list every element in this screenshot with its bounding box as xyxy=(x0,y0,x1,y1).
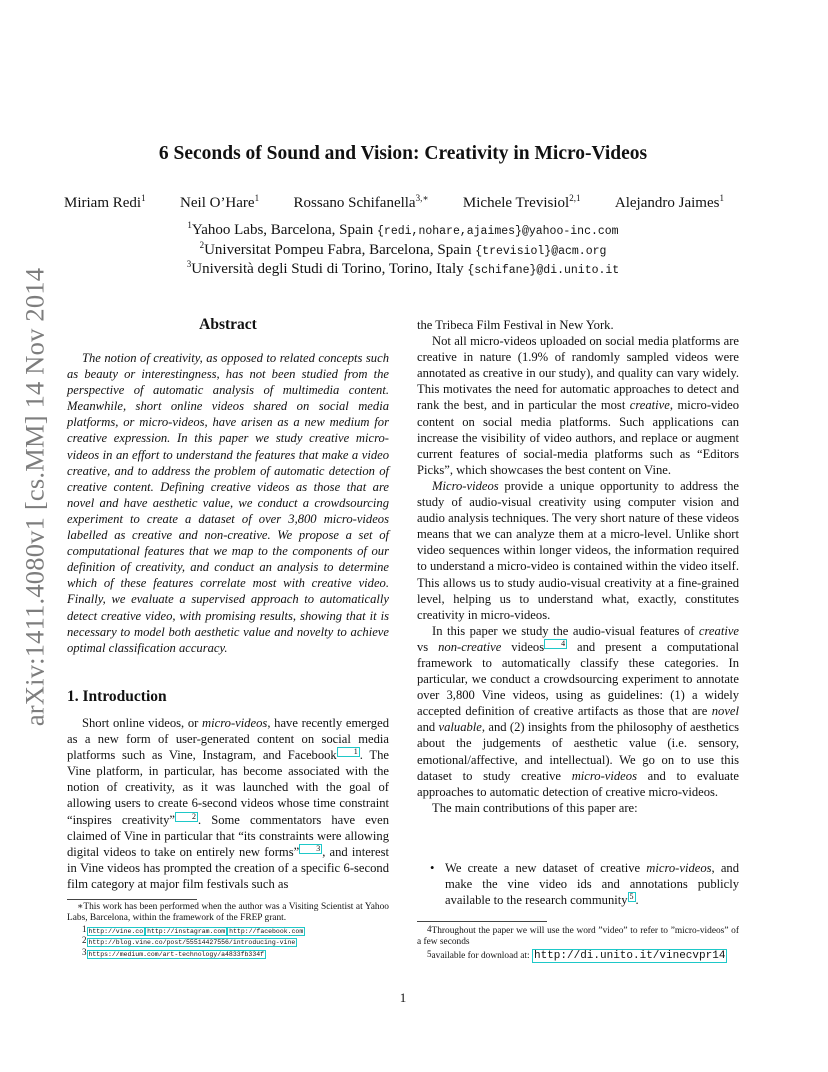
affiliation: $^2$Universitat Pompeu Fabra, Barcelona, Spain {trevisiol}@acm.org xyxy=(199,240,607,258)
footnote-link[interactable]: https://medium.com/art-technology/a4833fb334f xyxy=(88,950,265,958)
affiliation-email: {redi,nohare,ajaimes}@yahoo-inc.com xyxy=(377,225,619,238)
paragraph: The main contributions of this paper are: xyxy=(432,800,638,815)
author: Alejandro Jaimes$^1$ xyxy=(614,193,724,211)
footnote-divider xyxy=(67,899,197,900)
author: Rossano Schifanella$^{3,∗}$ xyxy=(293,193,429,211)
footnote-link[interactable]: http://di.unito.it/vinecvpr14 xyxy=(533,949,726,962)
affiliation-email: {schifane}@di.unito.it xyxy=(467,264,620,277)
footnote-ref[interactable]: 5 xyxy=(629,892,634,902)
abstract-paragraph: The notion of creativity, as opposed to related concepts such as beauty or interestingness, has not been studied from the perspective of automatic analysis of multimedia content. Meanwhile, short online videos shared on social media platforms, or micro-videos, have arisen as a new medium for creative expression. In this paper we study creative micro-videos in an effort to understand the features that make a video creative, and to address the problem of automatic detection of creative content. Defining creative videos as those that are novel and have aesthetic value, we conduct a crowdsourcing experiment to create a dataset of over 3,800 micro-videos labelled as creative and non-creative. We propose a set of computational features that we map to the components of our definition of creativity, and conduct an analysis to determine which of these features correlate most with creative video. Finally, we evaluate a supervised approach to automatically detect creative video, with promising results, showing that it is necessary to model both aesthetic value and novelty to achieve optimal classification accuracy. xyxy=(67,351,389,655)
affiliation: $^1$Yahoo Labs, Barcelona, Spain {redi,nohare,ajaimes}@yahoo-inc.com xyxy=(187,220,619,238)
footnote-ref[interactable]: 1 xyxy=(337,747,360,757)
arxiv-sidebar xyxy=(17,267,53,727)
introduction-body xyxy=(67,715,389,892)
paragraph: Micro-videos provide a unique opportunity to address the study of audio-visual creativity using computer vision and audio analysis techniques. The very short nature of these videos means that we can analyze them at a micro-level. Unlike short video sequences within longer videos, the information required to understand a micro-video is contained within the video itself. This allows us to study audio-visual creativity at a fine-grained level, helping us to understand what, exactly, constitutes creativity in micro-videos. xyxy=(417,478,739,622)
bullet-icon: • xyxy=(430,861,435,875)
intro-paragraph: Short online videos, or micro-videos, have recently emerged as a new form of user-generated content on social media platforms such as Vine, Instagram, and Facebook 1 . The Vine platform, in particular, has become associated with the notion of creativity, as it was launched with the goal of allowing users to create 6-second videos whose time constraint “inspires creativity” 2 . Some commentators have even claimed of Vine in particular that “its constraints were allowing digital videos to take on entirely new forms” 3 , and interest in Vine videos has prompted the creation of a specific 6-second film category at major film festivals such as xyxy=(67,716,389,891)
continued-text: the Tribeca Film Festival in New York. xyxy=(417,318,614,332)
affiliation-email: {trevisiol}@acm.org xyxy=(475,245,607,258)
footnote-ref[interactable]: 2 xyxy=(175,812,198,822)
paper-title: 6 Seconds of Sound and Vision: Creativity in Micro-Videos xyxy=(158,143,648,164)
paragraph: Not all micro-videos uploaded on social media platforms are creative in nature (1.9% of randomly sampled videos were annotated as creative in our study), and quality can vary widely. This motivates the need for automatic approaches to detect and rank the best, and in particular the most creative, micro-video content on social media platforms. Such applications can increase the visibility of video authors, and replace or augment current features of social-media platforms such as “Editors Picks”, which showcases the best content on Vine. xyxy=(417,334,739,477)
footnote-star: ∗This work has been performed when the author was a Visiting Scientist at Yahoo Labs, Barcelona, within the framework of the FREP grant. xyxy=(67,902,389,924)
footnote-divider xyxy=(417,921,547,922)
page-number: 1 xyxy=(399,990,407,1005)
introduction-heading: 1. Introduction xyxy=(67,688,167,705)
footnotes-right xyxy=(417,926,739,962)
footnote-link[interactable]: http://instagram.com xyxy=(147,927,226,935)
footnote-ref[interactable]: 4 xyxy=(544,639,567,649)
contribution-item: We create a new dataset of creative micro-videos, and make the vine video ids and annotations publicly available to the research community 5 . xyxy=(445,861,740,908)
abstract-heading: Abstract xyxy=(199,316,257,333)
footnote-link[interactable]: http://vine.co xyxy=(88,927,144,935)
author: Michele Trevisiol$^{2,1}$ xyxy=(462,193,581,211)
arxiv-identifier: arXiv:1411.4080v1 [cs.MM] 14 Nov 2014 xyxy=(19,267,50,727)
footnote-link[interactable]: http://blog.vine.co/post/55514427556/introducing-vine xyxy=(88,939,296,947)
footnote-link[interactable]: http://facebook.com xyxy=(229,927,304,935)
affiliation: $^3$Università degli Studi di Torino, Torino, Italy {schifane}@di.unito.it xyxy=(186,259,620,277)
author: Miriam Redi$^1$ xyxy=(64,193,146,211)
author-list xyxy=(64,195,724,212)
author: Neil O’Hare$^1$ xyxy=(180,193,260,211)
abstract-body xyxy=(67,350,389,656)
footnote-4: $^4$Throughout the paper we will use the word ”video” to refer to ”micro-videos” of a few seconds xyxy=(417,924,739,948)
footnote-3: $^3$ https://medium.com/art-technology/a4833fb334f xyxy=(82,946,265,958)
footnotes-left xyxy=(67,902,389,960)
right-column-body xyxy=(417,317,739,816)
paragraph: In this paper we study the audio-visual features of creative vs non-creative videos 4 and present a computational framework to automatically classify these categories. In particular, we conduct a crowdsourcing experiment to annotate over 3,800 Vine videos, using as guidelines: (1) a widely accepted definition of creative artifacts as those that are novel and valuable, and (2) insights from the philosophy of aesthetics about the judgements of aesthetic value (i.e. sensory, emotional/affective, and intellectual). We go on to use this dataset to study creative micro-videos and to evaluate approaches to automatic detection of creative micro-videos. xyxy=(417,623,739,799)
footnote-5: $^5$available for download at: http://di.unito.it/vinecvpr14 xyxy=(427,948,726,962)
footnote-ref[interactable]: 3 xyxy=(299,844,322,854)
footnote-2: $^2$ http://blog.vine.co/post/55514427556/introducing-vine xyxy=(82,935,296,947)
footnote-1: $^1$ http://vine.co http://instagram.com http://facebook.com xyxy=(82,923,304,935)
